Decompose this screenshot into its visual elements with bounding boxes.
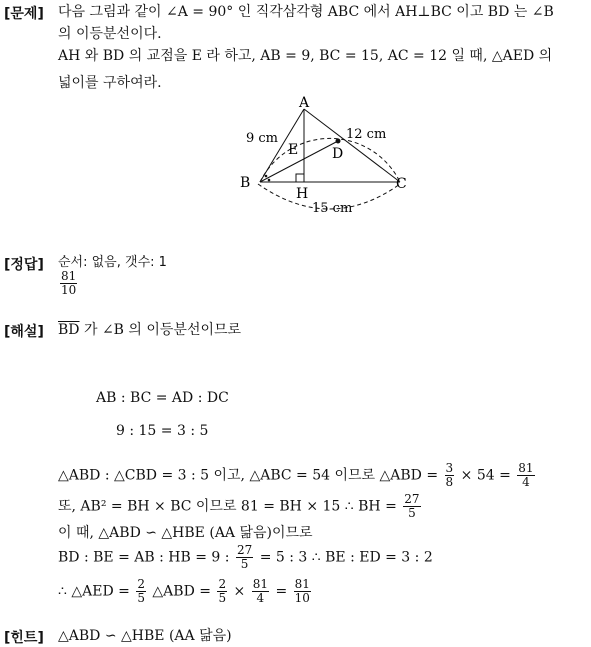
point-d xyxy=(336,139,341,144)
side-ac xyxy=(304,109,400,182)
answer-fraction: $\frac{81}{10}$ xyxy=(61,269,77,297)
len-bc: 15 cm xyxy=(312,201,353,216)
label-c: C xyxy=(396,176,407,192)
answer-meta: 순서: 없음, 갯수: 1 xyxy=(58,255,167,270)
right-angle-mark xyxy=(296,174,304,182)
hint-label: [힌트] xyxy=(4,630,44,646)
problem-line-3: AH 와 BD 의 교점을 E 라 하고, AB = 9, BC = 15, AC = 12 일 때, △AED 의 xyxy=(58,48,553,64)
label-h: H xyxy=(296,186,309,202)
ratio-line-2: 9 : 15 = 3 : 5 xyxy=(116,423,209,439)
explanation-intro: $\overline{BD}$ 가 ∠B 의 이등분선이므로 xyxy=(58,322,242,338)
len-ac: 12 cm xyxy=(346,127,387,142)
ratio-line-1: AB : BC = AD : DC xyxy=(96,390,229,406)
explanation-line-4: 또, AB² = BH × BC 이므로 81 = BH × 15 ∴ BH = $\frac{27}{5}$ xyxy=(58,492,420,520)
explanation-line-7: ∴ △AED = $\frac{2}{5}$ △ABD = $\frac{2}{5}$ × $\frac{81}{4}$ = $\frac{81}{10}$ xyxy=(58,577,310,605)
len-ab: 9 cm xyxy=(246,131,279,146)
hint-text: △ABD ∽ △HBE (AA 닮음) xyxy=(58,628,232,644)
triangle-figure xyxy=(230,96,420,218)
explanation-line-6: BD : BE = AB : HB = 9 : $\frac{27}{5}$ = 5 : 3 ∴ BE : ED = 3 : 2 xyxy=(58,543,433,571)
bisector-bd xyxy=(260,141,338,182)
label-e: E xyxy=(288,142,299,158)
problem-label: [문제] xyxy=(4,6,44,22)
explanation-line-3: △ABD : △CBD = 3 : 5 이고, △ABC = 54 이므로 △ABD = $\frac{3}{8}$ × 54 = $\frac{81}{4}$ xyxy=(58,461,534,489)
problem-line-1: 다음 그림과 같이 ∠A = 90° 인 직각삼각형 ABC 에서 AH⊥BC 이고 BD 는 ∠B xyxy=(58,4,554,20)
label-d: D xyxy=(332,146,344,162)
explanation-label: [해설] xyxy=(4,324,44,340)
problem-line-4: 넓이를 구하여라. xyxy=(58,75,162,91)
explanation-line-5: 이 때, △ABD ∽ △HBE (AA 닮음)이므로 xyxy=(58,525,313,541)
answer-label: [정답] xyxy=(4,257,44,273)
label-b: B xyxy=(240,175,251,191)
problem-line-2: 의 이등분선이다. xyxy=(58,26,162,42)
label-a: A xyxy=(299,96,310,111)
